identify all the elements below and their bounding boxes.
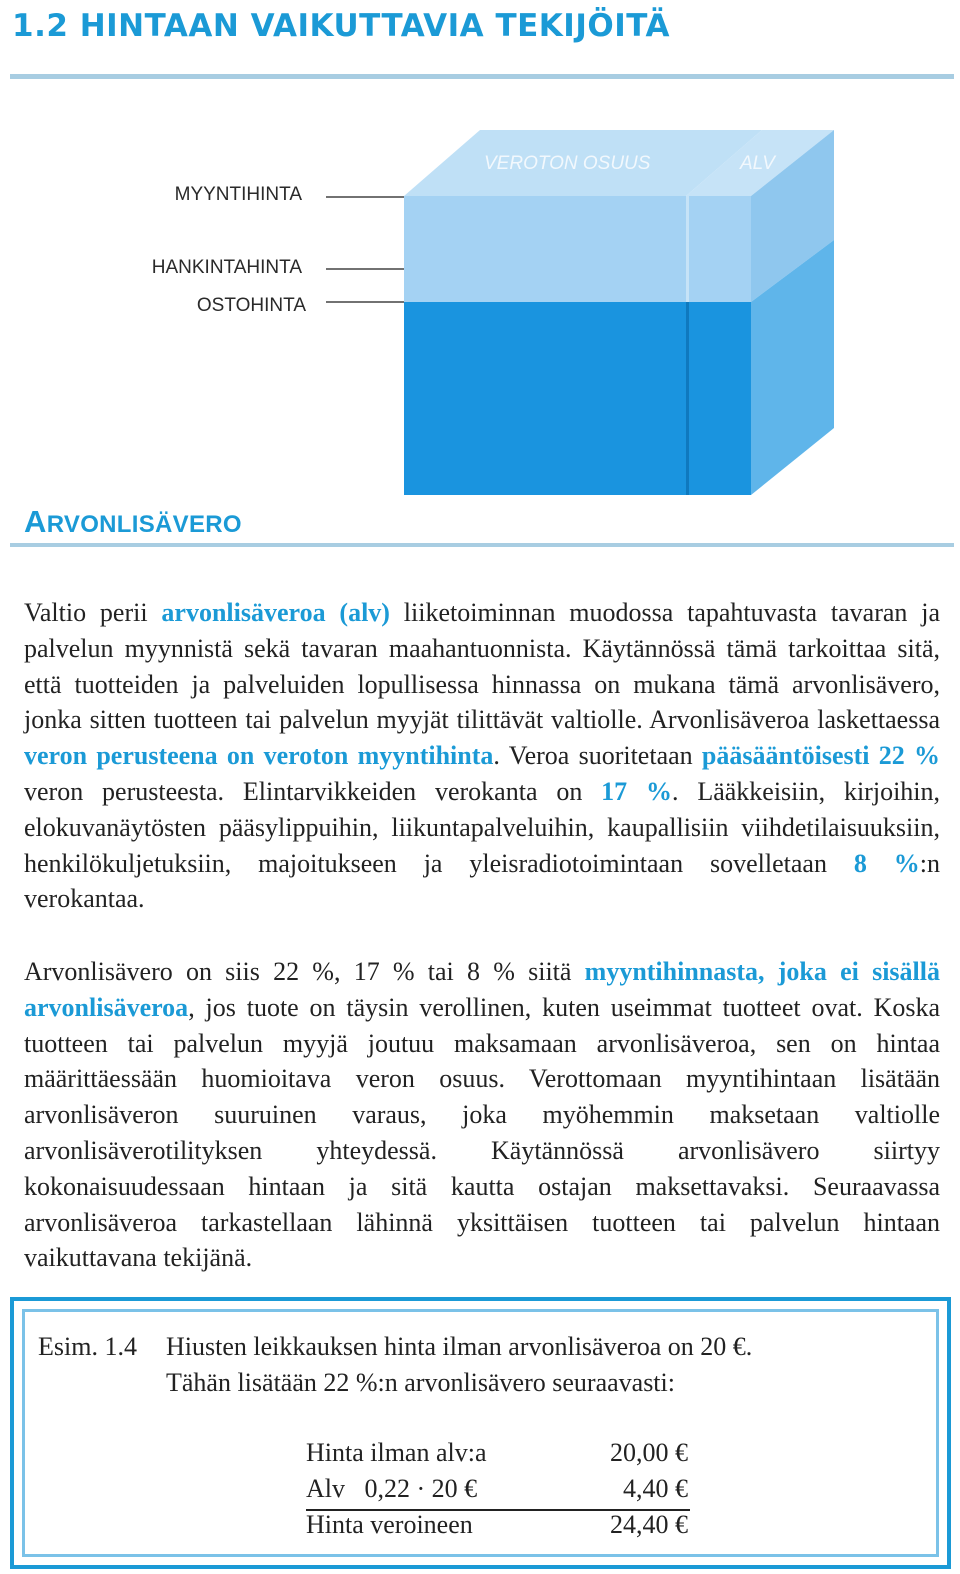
para1-highlight-2: veron perusteena on veroton myyntihinta bbox=[24, 741, 494, 771]
para1-text-1: Valtio perii bbox=[24, 598, 162, 627]
calc-row bbox=[306, 1474, 688, 1508]
paragraph-1 bbox=[24, 595, 940, 917]
cube-label-alv: ALV bbox=[740, 153, 775, 174]
para1-text-3: . Veroa suoritetaan bbox=[493, 741, 702, 771]
example-label: Esim. 1.4 bbox=[38, 1332, 137, 1361]
example-line-1: Hiusten leikkauksen hinta ilman arvonlisäveroa on 20 €. bbox=[166, 1332, 753, 1361]
price-cube bbox=[0, 120, 960, 510]
section-title-cap: A bbox=[24, 504, 47, 539]
cube-divider-lower bbox=[686, 302, 689, 495]
para2-text-1: Arvonlisävero on siis 22 %, 17 % tai 8 % siitä bbox=[24, 957, 585, 986]
title-rule bbox=[10, 74, 954, 79]
para1-text-5: . Lääkkeisiin, kirjoihin, elokuvanäytösten pääsylippuihin, liikuntapalveluihin, kaupallisiin viihdetilaisuuksiin, henkilökuljetuksiin, majoitukseen ja yleisradiotoimintaan sovelletaan bbox=[24, 776, 941, 878]
cube-front-upper bbox=[404, 196, 751, 302]
cube-divider-upper bbox=[686, 196, 689, 302]
para1-text-6: :n verokantaa. bbox=[24, 848, 940, 914]
section-rule bbox=[10, 543, 954, 547]
calc-row-value: 4,40 € bbox=[623, 1474, 688, 1503]
label-ostohinta: OSTOHINTA bbox=[196, 295, 306, 316]
para2-highlight-1: myyntihinnasta, joka ei sisällä arvonlisäveroa bbox=[24, 957, 940, 1022]
calc-row-label: Hinta veroineen bbox=[306, 1510, 473, 1539]
para2-text-2: , jos tuote on täysin verollinen, kuten useimmat tuotteet ovat. Koska tuotteen tai palvelun myyjä joutuu maksamaan arvonlisäveroa, sen on hintaa määrittäessään huomioitava veron osuus. Verottomaan myyntihintaan lisätään arvonlisäveron suuruinen varaus, joka myöhemmin maksetaan valtiolle arvonlisäverotilityksen yhteydessä. Käytännössä arvonlisävero siirtyy kokonaisuudessaan hintaan ja sitä kautta ostajan maksettavaksi. Seuraavassa arvonlisäveroa tarkastellaan lähinnä yksittäisen tuotteen tai palvelun hintaan vaikuttavana tekijänä. bbox=[24, 992, 940, 1273]
para1-highlight-3: pääsääntöisesti 22 % bbox=[701, 741, 940, 771]
para1-text-2: liiketoiminnan muodossa tapahtuvasta tavaran ja palvelun myynnistä sekä tavaran maahantuonnista. Käytännössä tämä tarkoittaa sitä, että tuotteiden ja palveluiden lopullisessa hinnassa on mukana tämä arvonlisävero, jonka sitten tuotteen tai palvelun myyjät tilittävät valtiolle. Arvonlisäveroa laskettaessa bbox=[24, 598, 940, 735]
calc-row-label: Hinta ilman alv:a bbox=[306, 1438, 487, 1467]
price-diagram bbox=[0, 120, 960, 510]
para1-highlight-1: arvonlisäveroa (alv) bbox=[161, 598, 390, 627]
label-hankintahinta: HANKINTAHINTA bbox=[151, 257, 302, 278]
calc-row bbox=[306, 1438, 688, 1472]
example-line-2: Tähän lisätään 22 %:n arvonlisävero seuraavasti: bbox=[166, 1368, 675, 1397]
calc-row-value: 20,00 € bbox=[610, 1438, 688, 1467]
para1-highlight-5: 8 % bbox=[853, 848, 920, 878]
paragraph-2 bbox=[24, 954, 940, 1276]
calc-row-value: 24,40 € bbox=[610, 1510, 688, 1539]
para1-highlight-4: 17 % bbox=[601, 776, 672, 806]
page-title: 1.2 HINTAAN VAIKUTTAVIA TEKIJÖITÄ bbox=[12, 8, 670, 44]
calc-row bbox=[306, 1510, 688, 1544]
label-myyntihinta: MYYNTIHINTA bbox=[174, 184, 302, 205]
para1-text-4: veron perusteesta. Elintarvikkeiden verokanta on bbox=[24, 776, 602, 806]
calc-row-label: Alv 0,22 · 20 € bbox=[306, 1474, 478, 1503]
section-title bbox=[24, 504, 242, 540]
cube-front-lower bbox=[404, 302, 751, 495]
section-title-rest: RVONLISÄVERO bbox=[46, 511, 242, 538]
cube-label-veroton: VEROTON OSUUS bbox=[484, 153, 651, 174]
